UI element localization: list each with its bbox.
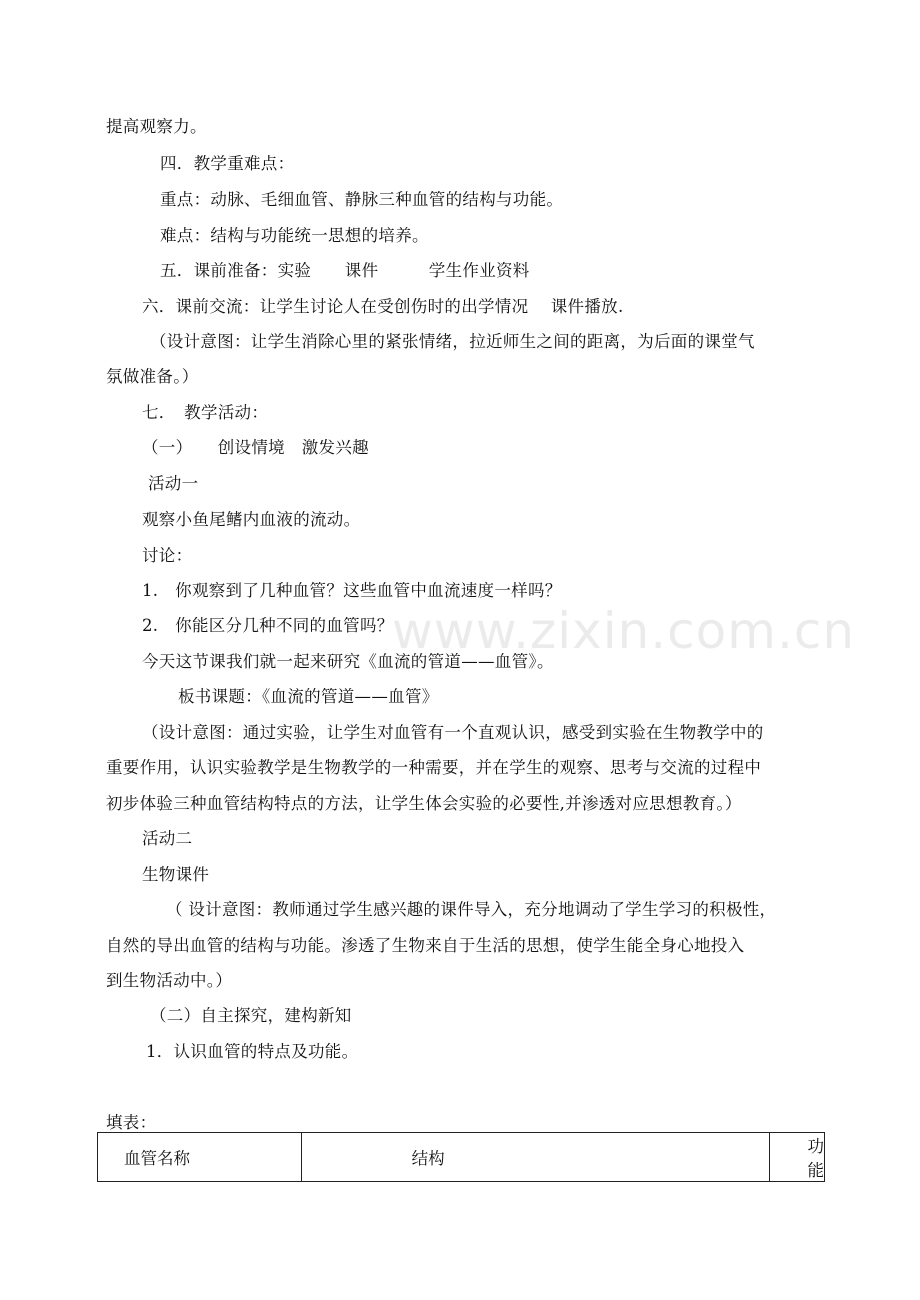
text-line: 到生物活动中。） <box>106 971 233 990</box>
text-line: 讨论： <box>142 546 193 565</box>
text-line: 观察小鱼尾鳍内血液的流动。 <box>142 510 361 529</box>
section-heading: 五．课前准备：实验 课件 学生作业资料 <box>160 261 530 280</box>
text-line: 初步体验三种血管结构特点的方法，让学生体会实验的必要性,并渗透对应思想教育。） <box>106 794 742 813</box>
activity-heading: 活动二 <box>142 829 193 848</box>
text-line: 提高观察力。 <box>106 117 207 136</box>
table-header-cell: 功能 <box>769 1133 825 1182</box>
text-line: 生物课件 <box>142 865 210 884</box>
text-line: 氛做准备。） <box>106 367 199 386</box>
text-line: 板书课题：《血流的管道——血管》 <box>178 687 439 706</box>
text-line: （ 设计意图：教师通过学生感兴趣的课件导入，充分地调动了学生学习的积极性， <box>166 900 777 919</box>
text-line: （设计意图：通过实验，让学生对血管有一个直观认识，感受到实验在生物教学中的 <box>142 723 764 742</box>
text-line: 重要作用，认识实验教学是生物教学的一种需要，并在学生的观察、思考与交流的过程中 <box>106 758 762 777</box>
table-header-row <box>98 1133 825 1182</box>
list-item: 1．认识血管的特点及功能。 <box>146 1042 359 1061</box>
text-line: （设计意图：让学生消除心里的紧张情绪，拉近师生之间的距离，为后面的课堂气 <box>150 332 755 351</box>
subsection-heading: （二）自主探究，建构新知 <box>150 1006 352 1025</box>
section-heading: 四．教学重难点： <box>160 154 295 173</box>
section-heading: 七． 教学活动： <box>142 403 269 422</box>
text-line: 难点：结构与功能统一思想的培养。 <box>160 226 429 245</box>
subsection-heading: （一） 创设情境 激发兴趣 <box>142 438 369 457</box>
text-line: 今天这节课我们就一起来研究《血流的管道——血管》。 <box>142 652 554 671</box>
text-line: 填表： <box>106 1113 157 1132</box>
list-item: 1. 你观察到了几种血管？这些血管中血流速度一样吗？ <box>142 581 562 600</box>
table-header-cell: 结构 <box>301 1133 769 1182</box>
watermark: www.zixin.com.cn <box>392 602 856 660</box>
fill-in-table <box>97 1132 825 1182</box>
table-header-cell: 血管名称 <box>98 1133 302 1182</box>
section-heading: 六．课前交流：让学生讨论人在受创伤时的出学情况 课件播放. <box>142 297 624 316</box>
text-line: 重点：动脉、毛细血管、静脉三种血管的结构与功能。 <box>160 190 564 209</box>
list-item: 2. 你能区分几种不同的血管吗？ <box>142 616 394 635</box>
activity-heading: 活动一 <box>148 474 199 493</box>
text-line: 自然的导出血管的结构与功能。渗透了生物来自于生活的思想，使学生能全身心地投入 <box>106 936 745 955</box>
